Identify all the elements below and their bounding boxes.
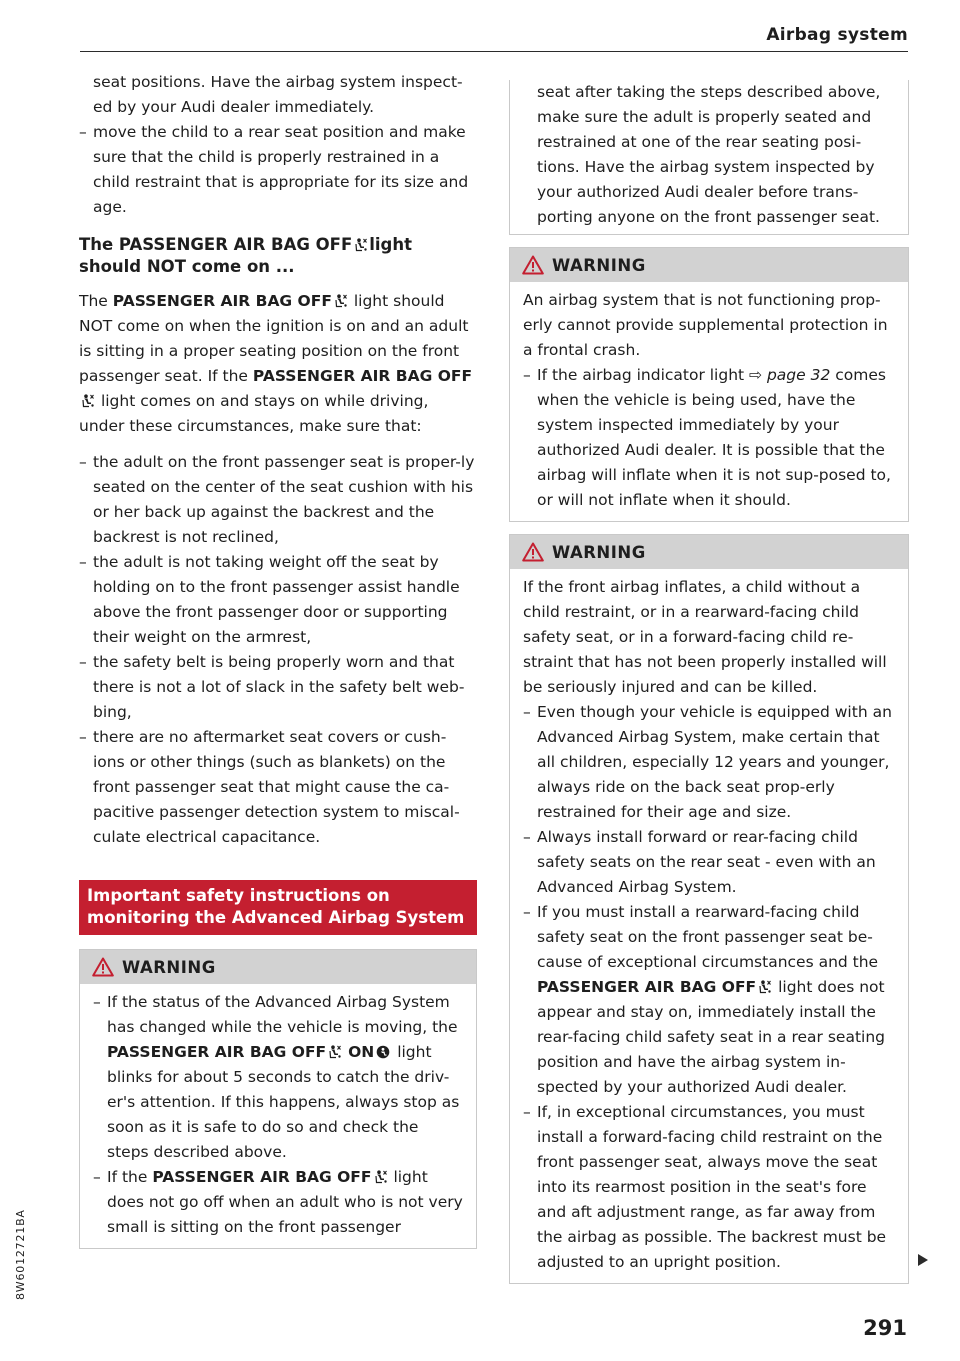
warning-paragraph: If the front airbag inflates, a child without a child restraint, or in a rearward-facing child safety seat, or in a forward-facing child re-straint that has not been properly installed will be seriously injured and can be killed. [523, 578, 887, 696]
intro-list [79, 120, 477, 220]
list-item: – If you must install a rearward-facing child safety seat on the front passenger seat be-cause of exceptional circumstances and the PASSENGER AIR BAG OFF light does not appear and stay on, immediately install the rear-facing child safety seat in a rear seating position and have the airbag system in-spected by your authorized Audi dealer. [523, 900, 896, 1100]
continue-arrow-icon [918, 1254, 928, 1266]
passenger-airbag-off-icon [328, 1045, 341, 1059]
checklist [79, 450, 477, 850]
warning-header [80, 950, 476, 984]
passenger-airbag-off-icon [334, 294, 347, 308]
warning-triangle-icon [92, 957, 114, 977]
body-paragraph: The PASSENGER AIR BAG OFF light should NOT come on when the ignition is on and an adult is sitting in a proper seating position on the front passenger seat. If the PASSENGER AIR BAG OFF light comes on and stays on while driving, under these circumstances, make sure that: [79, 292, 473, 435]
warning-box [509, 534, 909, 1284]
warning-title: WARNING [122, 957, 216, 977]
warning-title: WARNING [552, 255, 646, 275]
warning-paragraph: An airbag system that is not functioning prop-erly cannot provide supplemental protection in a frontal crash. [523, 291, 888, 359]
page-reference-link[interactable]: ⇨ page 32 [749, 366, 831, 384]
left-column [79, 70, 477, 1249]
section-subheading: The PASSENGER AIR BAG OFF light should NOT come on ... [79, 235, 412, 276]
intro-line: seat positions. Have the airbag system inspect- ed by your Audi dealer immediately. [93, 73, 463, 116]
list-item: – If the PASSENGER AIR BAG OFF light does not go off when an adult who is not very small is sitting on the front passenger [93, 1165, 464, 1240]
warning-triangle-icon [522, 542, 544, 562]
list-item: – the safety belt is being properly worn and that there is not a lot of slack in the safety belt web-bing, [79, 650, 477, 725]
header-rule [80, 51, 908, 52]
list-item: – there are no aftermarket seat covers or cush-ions or other things (such as blankets) on the front passenger seat that might cause the ca-pacitive passenger detection system to miscal-culate electrical capacitance. [79, 725, 477, 850]
passenger-airbag-off-icon [354, 238, 367, 252]
warning-box [79, 949, 477, 1249]
list-item: – If, in exceptional circumstances, you must install a forward-facing child restraint on the front passenger seat, always move the seat into its rearmost position in the seat's fore and aft adjustment range, as far away from the airbag as possible. The backrest must be adjusted to an upright position. [523, 1100, 896, 1275]
warning-triangle-icon [522, 255, 544, 275]
continued-text: seat after taking the steps described above, make sure the adult is properly seated and restrained at one of the rear seating posi-tions. Have the airbag system inspected by your authorized Audi dealer before trans-porting anyone on the front passenger seat. [537, 83, 881, 226]
passenger-airbag-off-icon [81, 394, 94, 408]
list-item: – Always install forward or rear-facing child safety seats on the rear seat - even with an Advanced Airbag System. [523, 825, 896, 900]
page-number: 291 [863, 1316, 907, 1340]
warning-body [510, 282, 908, 521]
warning-body [510, 569, 908, 1283]
right-column [509, 80, 909, 1284]
warning-title: WARNING [552, 542, 646, 562]
list-item: – move the child to a rear seat position and make sure that the child is properly restrained in a child restraint that is appropriate for its size and age. [79, 120, 477, 220]
passenger-airbag-on-icon [376, 1045, 390, 1059]
warning-header [510, 248, 908, 282]
list-item: – the adult is not taking weight off the seat by holding on to the front passenger assist handle above the front passenger door or supporting their weight on the armrest, [79, 550, 477, 650]
list-item: – If the status of the Advanced Airbag System has changed while the vehicle is moving, the PASSENGER AIR BAG OFF ON light blinks for about 5 seconds to catch the driv-er's attention. If this happens, always stop as soon as it is safe to do so and check the steps described above. [93, 990, 464, 1165]
page-header-title: Airbag system [766, 25, 908, 45]
continued-warning-box [509, 80, 909, 235]
section-banner: Important safety instructions on monitoring the Advanced Airbag System [79, 880, 477, 935]
list-item: – Even though your vehicle is equipped with an Advanced Airbag System, make certain that all children, especially 12 years and younger, always ride on the back seat prop-erly restrained for their age and size. [523, 700, 896, 825]
list-item: – If the airbag indicator light ⇨ page 32 comes when the vehicle is being used, have the system inspected immediately by your authorized Audi dealer. It is possible that the airbag will inflate when it is not sup-posed to, or will not inflate when it should. [523, 363, 896, 513]
warning-body [80, 984, 476, 1248]
warning-box [509, 247, 909, 522]
passenger-airbag-off-icon [758, 980, 771, 994]
document-code: 8W6012721BA [14, 1209, 27, 1300]
list-item: – the adult on the front passenger seat is proper-ly seated on the center of the seat cushion with his or her back up against the backrest and the backrest is not reclined, [79, 450, 477, 550]
passenger-airbag-off-icon [374, 1170, 387, 1184]
warning-header [510, 535, 908, 569]
